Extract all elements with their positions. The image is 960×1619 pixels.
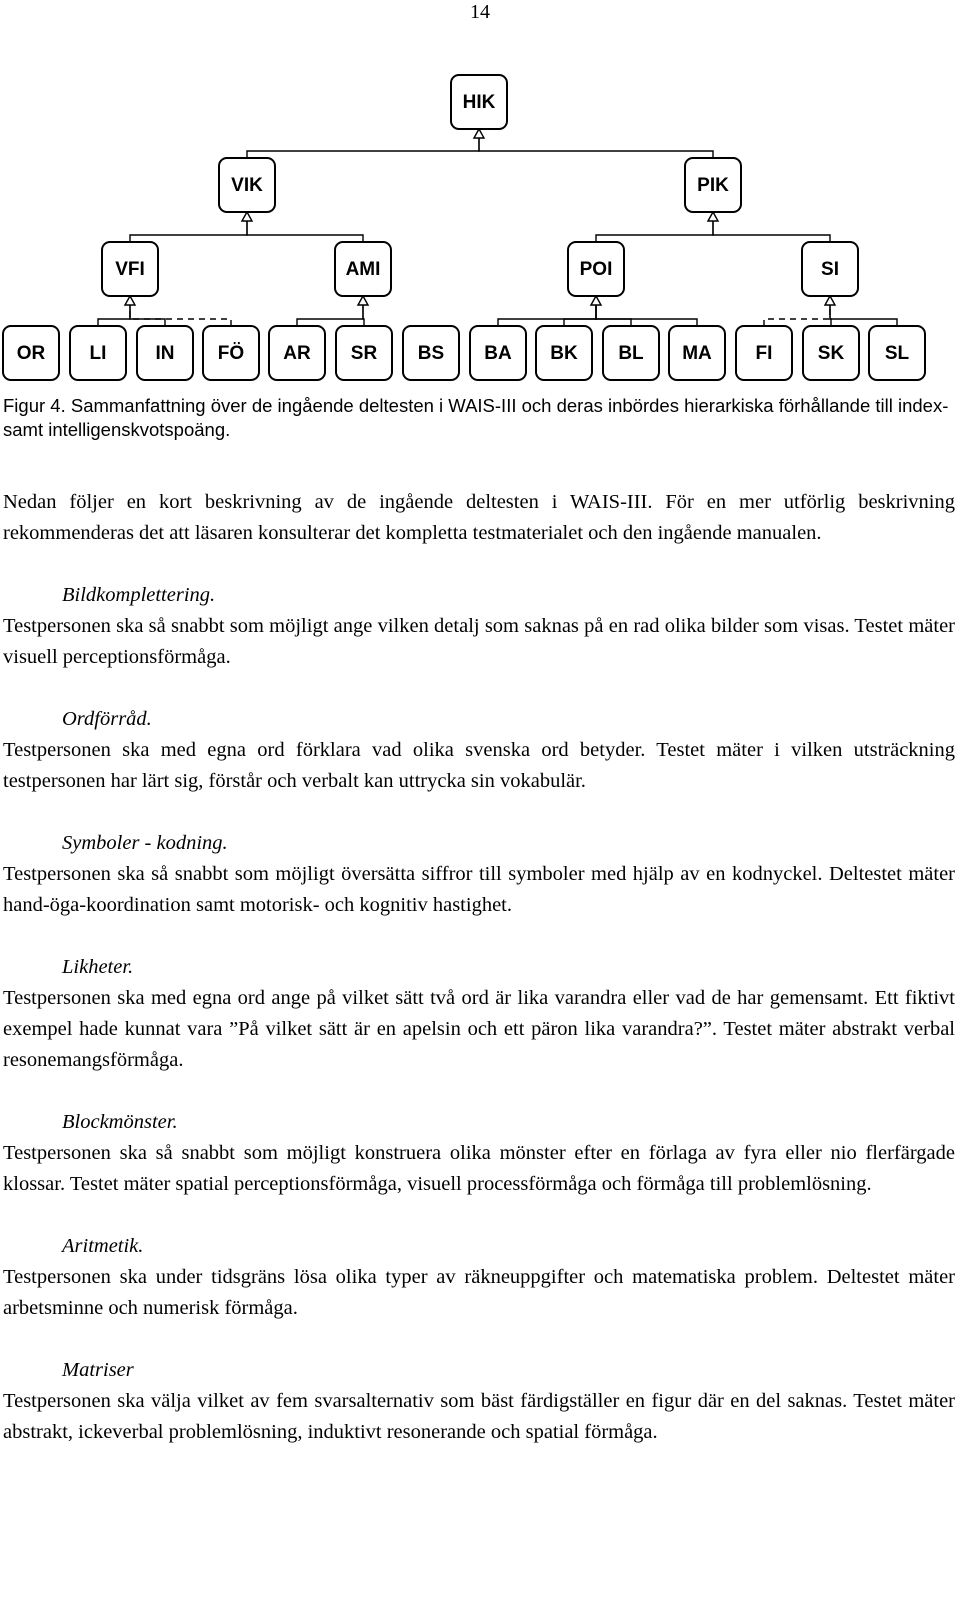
node-label: POI xyxy=(579,259,613,281)
node-ami xyxy=(335,242,391,296)
section-title: Symboler - kodning. xyxy=(62,832,228,854)
section-body: Testpersonen ska med egna ord förklara vad olika svenska ord betyder. Testet mäter i vilken utsträckning testpersonen har lärt sig, förstår och verbalt kan uttrycka sin vokabulär. xyxy=(3,739,955,792)
section-title: Bildkomplettering. xyxy=(62,584,216,606)
node-ar xyxy=(269,326,325,380)
node-vfi xyxy=(102,242,158,296)
section-ordforrad xyxy=(3,704,955,797)
tree-edge xyxy=(596,296,631,326)
node-bs xyxy=(403,326,459,380)
node-sr xyxy=(336,326,392,380)
node-fö xyxy=(203,326,259,380)
node-label: LI xyxy=(89,343,107,365)
tree-edge xyxy=(564,296,596,326)
node-label: MA xyxy=(682,343,712,365)
node-label: BK xyxy=(550,343,578,365)
node-si xyxy=(802,242,858,296)
section-title: Matriser xyxy=(62,1359,134,1381)
node-sl xyxy=(869,326,925,380)
tree-edge xyxy=(130,296,165,326)
node-bl xyxy=(603,326,659,380)
section-likheter xyxy=(3,952,955,1076)
section-title: Blockmönster. xyxy=(62,1111,178,1133)
node-label: BA xyxy=(484,343,512,365)
arrow-head xyxy=(708,212,718,221)
node-ma xyxy=(669,326,725,380)
node-ba xyxy=(470,326,526,380)
node-fi xyxy=(736,326,792,380)
node-label: IN xyxy=(155,343,175,365)
tree-edge xyxy=(764,296,830,326)
section-aritmetik xyxy=(3,1231,955,1324)
section-body: Testpersonen ska så snabbt som möjligt konstruera olika mönster efter en förlaga av fyra eller nio flerfärgade klossar. Testet mäter spatial perceptionsförmåga, visuell processförmåga och förmåga till problemlösning. xyxy=(3,1142,955,1195)
tree-edge xyxy=(498,296,596,326)
section-body: Testpersonen ska välja vilket av fem svarsalternativ som bäst färdigställer en figur där en del saknas. Testet mäter abstrakt, ickeverbal problemlösning, induktivt resonerande och spatial förmåga. xyxy=(3,1390,955,1443)
section-title: Likheter. xyxy=(62,956,134,978)
node-label: BS xyxy=(417,343,445,365)
tree-edge xyxy=(98,296,130,326)
arrow-head xyxy=(825,296,835,305)
arrow-head xyxy=(591,296,601,305)
node-sk xyxy=(803,326,859,380)
node-label: HIK xyxy=(462,92,496,114)
body-text xyxy=(3,487,955,1479)
node-poi xyxy=(568,242,624,296)
node-label: OR xyxy=(16,343,46,365)
tree-edge xyxy=(713,212,830,242)
tree-edge xyxy=(247,129,479,158)
section-body: Testpersonen ska med egna ord ange på vilket sätt två ord är lika varandra eller vad de har gemensamt. Ett fiktivt exempel hade kunnat vara ”På vilket sätt är en apelsin och ett päron lika varandra?”. Testet mäter abstrakt verbal resonemangsförmåga. xyxy=(3,987,955,1071)
node-label: SI xyxy=(821,259,839,281)
intro-paragraph: Nedan följer en kort beskrivning av de ingående deltesten i WAIS-III. För en mer utförlig beskrivning rekommenderas det att läsaren konsulterar det kompletta testmaterialet och den ingående manualen. xyxy=(3,491,955,544)
node-or xyxy=(3,326,59,380)
section-symboler-kodning xyxy=(3,828,955,921)
node-label: SL xyxy=(884,343,910,365)
section-title: Aritmetik. xyxy=(62,1235,144,1257)
figure-caption: Figur 4. Sammanfattning över de ingående deltesten i WAIS-III och deras inbördes hierarkiska förhållande till index- samt intelligenskvotspoäng. xyxy=(3,395,949,440)
section-bildkomplettering xyxy=(3,580,955,673)
section-body: Testpersonen ska så snabbt som möjligt översätta siffror till symboler med hjälp av en kodnyckel. Deltestet mäter hand-öga-koordination samt motorisk- och kognitiv hastighet. xyxy=(3,863,955,916)
section-blockmonster xyxy=(3,1107,955,1200)
tree-edge xyxy=(130,212,247,242)
node-vik xyxy=(219,158,275,212)
tree-edge xyxy=(479,129,713,158)
node-bk xyxy=(536,326,592,380)
section-title: Ordförråd. xyxy=(62,708,152,730)
node-label: SK xyxy=(817,343,845,365)
node-label: AR xyxy=(283,343,311,365)
tree-edge xyxy=(247,212,363,242)
node-label: PIK xyxy=(697,175,729,197)
arrow-head xyxy=(474,129,484,138)
wais-hierarchy-diagram xyxy=(0,70,960,390)
node-label: VIK xyxy=(231,175,263,197)
arrow-head xyxy=(358,296,368,305)
arrow-head xyxy=(125,296,135,305)
section-body: Testpersonen ska under tidsgräns lösa olika typer av räkneuppgifter och matematiska problem. Deltestet mäter arbetsminne och numerisk förmåga. xyxy=(3,1266,955,1319)
node-li xyxy=(70,326,126,380)
node-label: BL xyxy=(618,343,644,365)
section-matriser xyxy=(3,1355,955,1448)
tree-edge xyxy=(297,296,363,326)
node-label: SR xyxy=(350,343,378,365)
node-in xyxy=(137,326,193,380)
node-label: VFI xyxy=(115,259,145,281)
node-label: AMI xyxy=(345,259,381,281)
arrow-head xyxy=(242,212,252,221)
tree-edge xyxy=(130,296,231,326)
node-label: FÖ xyxy=(217,343,245,365)
node-label: FI xyxy=(755,343,773,365)
tree-edge xyxy=(596,212,713,242)
tree-edge xyxy=(830,296,897,326)
section-body: Testpersonen ska så snabbt som möjligt ange vilken detalj som saknas på en rad olika bilder som visas. Testet mäter visuell perceptionsförmåga. xyxy=(3,615,955,668)
node-hik xyxy=(451,75,507,129)
page-number: 14 xyxy=(470,1,490,23)
tree-edge xyxy=(596,296,697,326)
node-pik xyxy=(685,158,741,212)
